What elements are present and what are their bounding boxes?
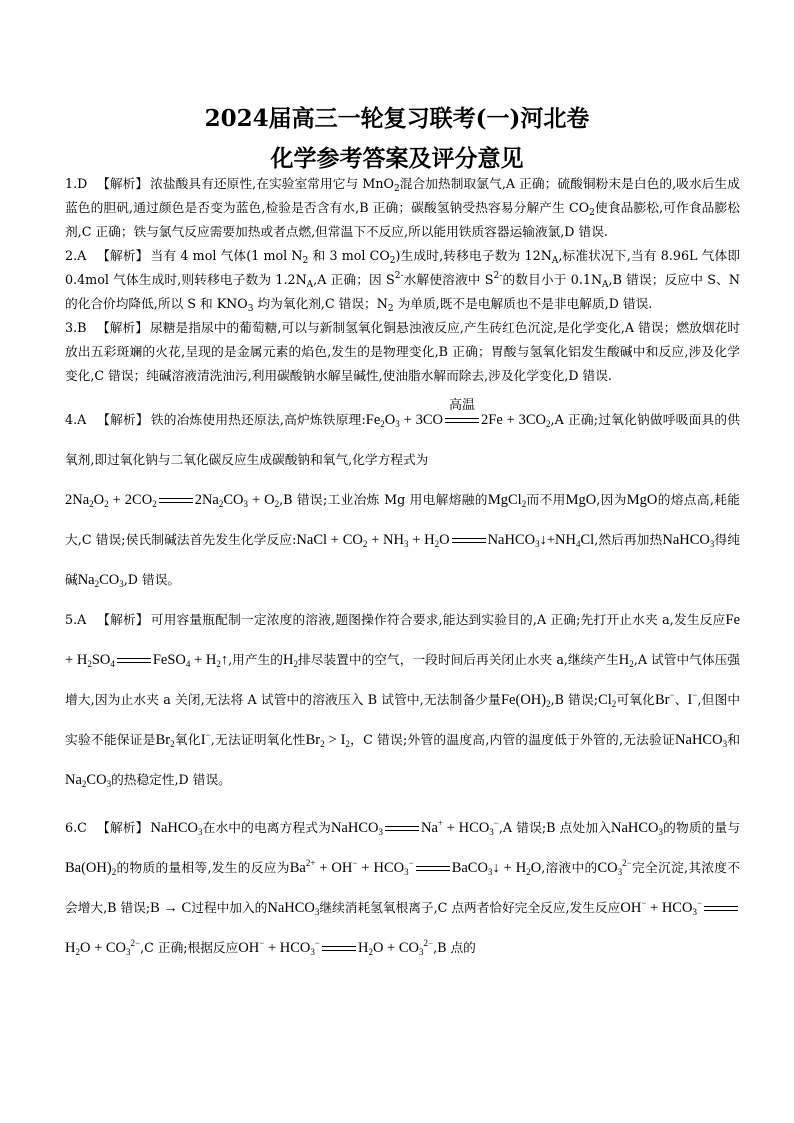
text: ,B 错误;: [550, 692, 599, 707]
text: ,A 试管中气体压强增大,因为止水夹 a 关闭,无法将 A 试管中的溶液压入 B 试管中,无法制备少量: [65, 652, 740, 707]
text: 可氧化: [616, 692, 655, 707]
text: 在水中的电离方程式为: [202, 820, 331, 835]
answer-number: 5.A: [65, 612, 87, 627]
equation-barium-carbonate: $Ba^{2+} + OH^- + HCO_3^-$ BaCO$_3$↓ + $H_2O$: [289, 858, 542, 877]
text: ,无法证明氧化性: [210, 732, 306, 747]
answer-item-3: [65, 316, 740, 388]
text: 的熔点高,耗能大,C 错误;侯氏制碱法首先发生化学反应:: [65, 492, 740, 547]
text: ，C 错误;外管的温度高,内管的温度低于外管的,无法验证: [349, 732, 676, 747]
text: 氧化: [174, 732, 201, 747]
text: 和: [727, 732, 741, 747]
answer-item-2: 2.A 【解析】 当有 4 mol 气体(1 mol $N_2$ 和 3 mol $CO_2$)生成时,转移电子数为 $12N_A$,标准状况下,当有 8.96L 气体即 0.4mol 气体生成时,则转移电子数为 $1.2N_A,A$ 正确；因 $S^{2-}$水解使溶液中 $S^{2-}$的数目小于 $0.1N_A,B$ 错误；反应中 S、N 的化合价均降低,所以 S 和 $KNO_3$ 均为氧化剂,C 错误；$N_2$ 为单质,既不是电解质也不是非电解质,D 错误.: [65, 244, 740, 316]
answer-item-1: 1.D 【解析】 浓盐酸具有还原性,在实验室常用它与 MnO$_2$混合加热制取氯气,A 正确；硫酸铜粉末是白色的,吸水后生成蓝色的胆矾,通过颜色是否变为蓝色,检验是否含有水,B 正确；碳酸氢钠受热容易分解产生 $CO_2$使食品膨松,可作食品膨松剂,C 正确；铁与氯气反应需要加热或者点燃,但常温下不反应,所以能用铁质容器运输液氯,D 错误.: [65, 172, 740, 244]
analysis-tag: 【解析】: [97, 248, 149, 263]
answer-body: [65, 172, 740, 968]
text: 过程中加入的: [191, 900, 268, 915]
text: ,C 正确;根据反应: [140, 940, 239, 955]
text: 得纯碱: [65, 532, 740, 587]
text: 的物质的量与: [663, 820, 741, 835]
text: 而不用: [526, 492, 566, 507]
text: 使食品膨松,可作食品膨松剂,C 正确；铁与氯气反应需要加热或者点燃,但常温下不反应,所以能用铁质容器运输液氯,D 错误.: [65, 200, 740, 239]
text: ,B 点的: [433, 940, 476, 955]
analysis-tag: 【解析】: [97, 320, 149, 335]
document-subtitle: 化学参考答案及评分意见: [270, 145, 524, 172]
equation-sodium-peroxide: $2Na_2O_2 + 2CO_2$ $2Na_2CO_3 + O_2$: [65, 492, 280, 509]
text: 当有 4 mol 气体(1 mol N: [150, 248, 303, 263]
equation-hou-process: NaCl + $CO_2 + NH_3 + H_2O$ $NaHCO_3↓+NH_4Cl$: [296, 532, 595, 549]
text: 、: [674, 692, 688, 707]
text: 可用容量瓶配制一定浓度的溶液,题图操作符合要求,能达到实验目的,A 正确;先打开止水夹 a,发生反应: [150, 612, 726, 627]
text: ,溶液中的: [541, 860, 598, 875]
answer-number: 3.B: [65, 320, 87, 335]
text: ,B 错误;工业冶炼 Mg 用电解熔融的: [279, 492, 488, 507]
text: 的热稳定性,D 错误。: [111, 772, 231, 787]
text: ,但图中实验不能保证是: [65, 692, 741, 747]
answer-number: 6.C: [65, 820, 87, 835]
text: 排尽装置中的空气，一段时间后再关闭止水夹 a,继续产生: [298, 652, 619, 667]
equation-iron-acid: $Fe + H_2SO_4$ FeSO$_4$ + $H_2↑$: [65, 612, 740, 669]
text: 铁的冶炼使用热还原法,高炉炼铁原理:: [150, 412, 366, 427]
analysis-tag: 【解析】: [97, 412, 149, 427]
text: 均为氧化剂,C 错误；N: [257, 296, 388, 311]
text: 混合加热制取氯气,A 正确；硫酸铜粉末是白色的,吸水后生成蓝色的胆矾,通过颜色是否变为蓝色,检验是否含有水,B 正确；碳酸氢钠受热容易分解产生 CO: [65, 176, 740, 215]
text: 的物质的量相等,发生的反应为: [116, 860, 290, 875]
equation-ionization: NaHCO$_3$ $Na^+ + HCO_3^-$: [330, 818, 499, 837]
text: 的数目小于 0.1N: [502, 272, 603, 287]
analysis-tag: 【解析】: [97, 176, 149, 191]
text: 继续消耗氢氧根离子,C 点两者恰好完全反应,发生反应: [319, 900, 621, 915]
text: 完全沉淀,其浓度不会增大,B 错误;: [65, 860, 740, 915]
analysis-tag: 【解析】: [97, 820, 149, 835]
answer-number: 4.A: [65, 412, 87, 427]
text: ,因为: [596, 492, 627, 507]
equation-neutralization: $OH^- + HCO_3^-H_2O + CO_3^{2-}$: [65, 900, 740, 956]
text: ,A 错误;B 点处加入: [498, 820, 611, 835]
text: 浓盐酸具有还原性,在实验室常用它与 MnO: [150, 176, 394, 191]
text: ,B 错误；反应中 S、N 的化合价均降低,所以 S 和 KNO: [65, 272, 740, 311]
answer-item-6: 6.C 【解析】 NaHCO$_3$在水中的电离方程式为NaHCO$_3$ $Na^+ + HCO_3^-,A$ 错误;B 点处加入NaHCO$_3$的物质的量与$Ba(OH)_2$的物质的量相等,发生的反应为$Ba^{2+} + OH^- + HCO_3^-$ BaCO$_3$↓ + $H_2O$,溶液中的$CO_3^{2-}$完全沉淀,其浓度不会增大,B 错误;B → C过程中加入的NaHCO$_3$继续消耗氢氧根离子,C 点两者恰好完全反应,发生反应$OH^- + HCO_3^-H_2O + CO_3^{2-},C$ 正确;根据反应$OH^- + HCO_3^-$ $H_2O + CO_3^{2-},B$ 点的: [65, 808, 740, 968]
analysis-tag: 【解析】: [97, 612, 149, 627]
text: ,标准状况下,当有 8.96L 气体即 0.4mol 气体生成时,则转移电子数为 1.2N: [65, 248, 741, 287]
text: 和 3 mol CO: [312, 248, 390, 263]
text: ,A 正确;过氧化钠做呼吸面具的供氧剂,即过氧化钠与二氧化碳反应生成碳酸钠和氧气,化学方程式为: [65, 412, 740, 467]
text: 尿糖是指尿中的葡萄糖,可以与新制氢氧化铜悬浊液反应,产生砖红色沉淀,是化学变化,A 错误；燃放烟花时放出五彩斑斓的火花,呈现的是金属元素的焰色,发生的是物理变化,B 正确；胃酸与氢氧化铝发生酸碱中和反应,涉及化学变化,C 错误；纯碱溶液清洗油污,利用碳酸钠水解呈碱性,使油脂水解而除去,涉及化学变化,D 错误.: [65, 320, 741, 383]
equation-blast-furnace: $Fe_2O_3 + 3CO$ 高温 $2Fe + 3CO_2$: [365, 396, 551, 429]
answer-number: 1.D: [65, 176, 88, 191]
text: 为单质,既不是电解质也不是非电解质,D 错误.: [397, 296, 653, 311]
answer-item-4: 4.A 【解析】 铁的冶炼使用热还原法,高炉炼铁原理$:Fe_2O_3 + 3CO$ 高温 $2Fe + 3CO_2,A$ 正确;过氧化钠做呼吸面具的供氧剂,即过氧化钠与二氧化碳反应生成碳酸钠和氧气,化学方程式为 $2Na_2O_2 + 2CO_2$ $2Na_2CO_3 + O_2,B$ 错误;工业冶炼 Mg 用电解熔融的MgCl$_2$而不用MgO,因为MgO的熔点高,耗能大,C 错误;侯氏制碱法首先发生化学反应:NaCl + $CO_2 + NH_3 + H_2O$ $NaHCO_3↓+NH_4Cl$,然后再加热NaHCO$_3$得纯碱$Na_2CO_3,D$ 错误。: [65, 396, 740, 589]
answer-number: 2.A: [65, 248, 87, 263]
document-title: 2024届高三一轮复习联考(一)河北卷: [204, 105, 590, 132]
answer-item-5: 5.A 【解析】 可用容量瓶配制一定浓度的溶液,题图操作符合要求,能达到实验目的,A 正确;先打开止水夹 a,发生反应$Fe + H_2SO_4$ FeSO$_4$ + $H_2↑$,用产生的$H_2$排尽装置中的空气，一段时间后再关闭止水夹 a,继续产生$H_2,A$ 试管中气体压强增大,因为止水夹 a 关闭,无法将 A 试管中的溶液压入 B 试管中,无法制备少量$Fe(OH)_2,B$ 错误$;Cl_2$可氧化Br−、I−,但图中实验不能保证是$Br_2$氧化I−,无法证明氧化性$Br_2 > I_2$，C 错误;外管的温度高,内管的温度低于外管的,无法验证NaHCO$_3$和$Na_2CO_3$的热稳定性,D 错误。: [65, 600, 740, 800]
text: ,用产生的: [228, 652, 284, 667]
text: ,A 正确；因 S: [313, 272, 395, 287]
text: 水解使溶液中 S: [403, 272, 494, 287]
text: )生成时,转移电子数为 12N: [395, 248, 552, 263]
text: ,然后再加热: [594, 532, 663, 547]
text: ,D 错误。: [123, 572, 181, 587]
